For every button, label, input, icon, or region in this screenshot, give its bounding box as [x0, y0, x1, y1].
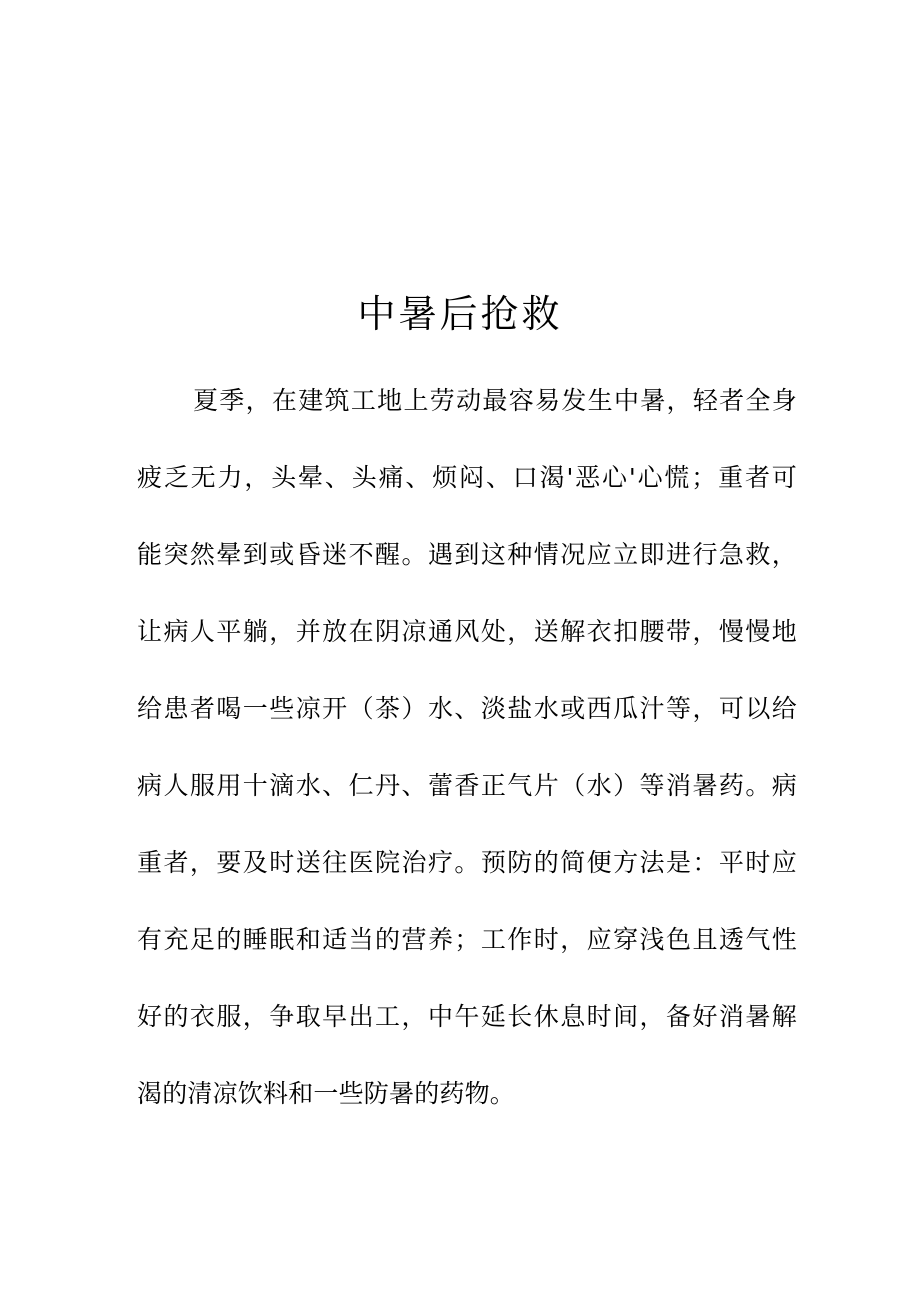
body-line: 夏季，在建筑工地上劳动最容易发生中暑，轻者全身	[193, 386, 797, 415]
body-line: 给患者喝一些凉开（茶）水、淡盐水或西瓜汁等，可以给	[137, 694, 797, 723]
document-body	[137, 362, 797, 1132]
body-line: 好的衣服，争取早出工，中午延长休息时间，备好消暑解	[137, 1002, 797, 1031]
body-line: 让病人平躺，并放在阴凉通风处，送解衣扣腰带，慢慢地	[137, 617, 797, 646]
body-line: 疲乏无力，头晕、头痛、烦闷、口渴'恶心'心慌；重者可	[137, 463, 797, 492]
body-line: 重者，要及时送往医院治疗。预防的简便方法是：平时应	[137, 848, 797, 877]
body-line: 渴的清凉饮料和一些防暑的药物。	[137, 1079, 516, 1108]
document-title: 中暑后抢救	[357, 292, 563, 336]
body-line: 能突然晕到或昏迷不醒。遇到这种情况应立即进行急救，	[137, 540, 797, 569]
body-line: 有充足的睡眠和适当的营养；工作时，应穿浅色且透气性	[137, 925, 797, 954]
body-line: 病人服用十滴水、仁丹、蕾香正气片（水）等消暑药。病	[137, 771, 797, 800]
